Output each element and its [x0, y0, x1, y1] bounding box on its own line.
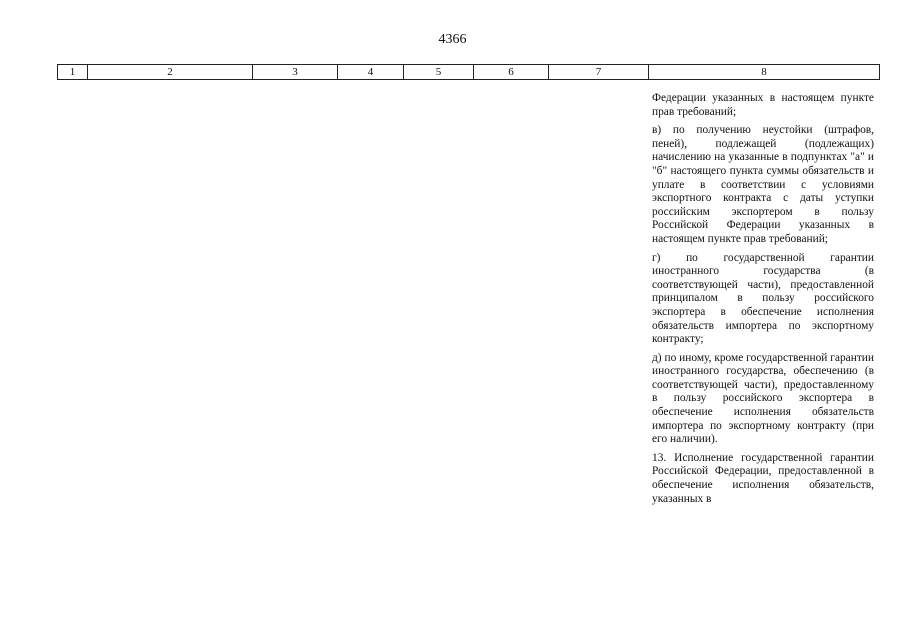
column-number-7: 7 [549, 65, 649, 80]
column-number-3: 3 [253, 65, 338, 80]
paragraph-item-v: в) по получению неустойки (штрафов, пеней), подлежащей (подлежащих) начислению на указанные в подпунктах "а" и "б" настоящего пункта суммы обязательств и уплате в соответствии с условиями экспортного контракта с даты уступки российским экспортером в пользу Российской Федерации указанных в настоящем пункте прав требований; [652, 124, 874, 245]
column-number-8: 8 [649, 65, 880, 80]
column-number-5: 5 [404, 65, 474, 80]
column-8-text [652, 92, 874, 511]
column-number-4: 4 [338, 65, 404, 80]
column-number-1: 1 [58, 65, 88, 80]
paragraph-13: 13. Исполнение государственной гарантии Российской Федерации, предоставленной в обеспечение исполнения обязательств, указанных в [652, 451, 874, 505]
paragraph-item-d: д) по иному, кроме государственной гарантии иностранного государства, обеспечению (в соответствующей части), предоставленному в пользу российского экспортера в обеспечение исполнения обязательств импортера по экспортному контракту (при его наличии). [652, 351, 874, 446]
paragraph-item-g: г) по государственной гарантии иностранного государства (в соответствующей части), предоставленной принципалом в пользу российского экспортера в обеспечение исполнения обязательств импортера по экспортному контракту; [652, 251, 874, 346]
column-number-2: 2 [88, 65, 253, 80]
column-number-6: 6 [474, 65, 549, 80]
paragraph-continuation: Федерации указанных в настоящем пункте прав требований; [652, 92, 874, 118]
page-number: 4366 [438, 32, 467, 47]
column-number-header [57, 64, 880, 80]
